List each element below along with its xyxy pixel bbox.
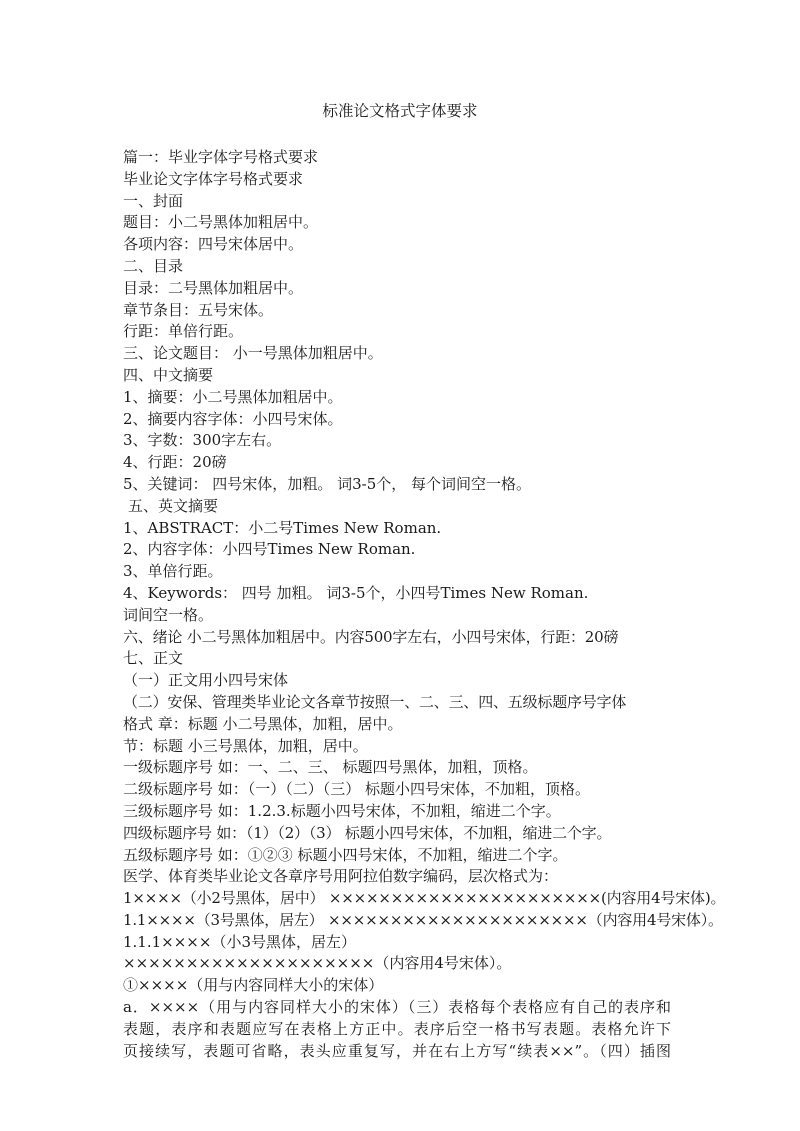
text-line: 篇一：毕业字体字号格式要求 — [123, 148, 319, 166]
text-line: ××××××××××××××××××××（内容用4号宋体）。 — [123, 954, 512, 973]
text-line: 4、行距：20磅 — [123, 453, 227, 472]
text-line: 页接续写，表题可省略，表头应重复写，并在右上方写“续表××”。（四）插图 — [123, 1041, 671, 1060]
text-line: 3、字数：300字左右。 — [123, 431, 282, 450]
text-line: 词间空一格。 — [123, 605, 214, 624]
text-line: 五、英文摘要 — [128, 496, 219, 515]
text-line: 4、Keywords： 四号 加粗。 词3-5个，小四号Times New Roman. — [123, 583, 589, 602]
text-line: 1.1.1××××（小3号黑体，居左） — [123, 932, 356, 951]
text-line: 5、关键词： 四号宋体，加粗。 词3-5个， 每个词间空一格。 — [123, 474, 532, 493]
text-line: 六、绪论 小二号黑体加粗居中。内容500字左右，小四号宋体，行距：20磅 — [123, 627, 619, 646]
text-line: 格式 章：标题 小二号黑体，加粗，居中。 — [123, 714, 403, 733]
text-line: 1.1××××（3号黑体，居左） ×××××××××××××××××××××（内容用4号宋体）。 — [123, 910, 723, 929]
text-line: 一级标题序号 如：一、二、三、 标题四号黑体，加粗，顶格。 — [123, 758, 538, 777]
text-line: 五级标题序号 如：①②③ 标题小四号宋体，不加粗，缩进二个字。 — [123, 845, 568, 864]
text-line: 目录：二号黑体加粗居中。 — [123, 278, 304, 297]
text-line: 四级标题序号 如：（1）（2）（3） 标题小四号宋体，不加粗，缩进二个字。 — [123, 823, 612, 842]
text-line: 二、目录 — [123, 256, 184, 275]
text-line: 表题，表序和表题应写在表格上方正中。表序后空一格书写表题。表格允许下 — [123, 1019, 671, 1038]
text-line: 二级标题序号 如：（一）（二）（三） 标题小四号宋体，不加粗，顶格。 — [123, 780, 591, 799]
text-line: （二）安保、管理类毕业论文各章节按照一、二、三、四、五级标题序号字体 — [123, 692, 627, 711]
text-line: 1、摘要：小二号黑体加粗居中。 — [123, 387, 343, 406]
text-line: 2、内容字体：小四号Times New Roman. — [123, 540, 416, 559]
text-line: 章节条目：五号宋体。 — [123, 300, 274, 319]
document-body — [123, 147, 726, 1062]
text-line: （一）正文用小四号宋体 — [123, 671, 289, 690]
text-line: 1、ABSTRACT：小二号Times New Roman. — [123, 518, 442, 537]
text-line: 节：标题 小三号黑体，加粗，居中。 — [123, 736, 368, 755]
text-line: 七、正文 — [123, 649, 184, 668]
text-line: 医学、体育类毕业论文各章序号用阿拉伯数字编码，层次格式为： — [123, 867, 559, 886]
text-line: 1××××（小2号黑体，居中） ××××××××××××××××××××××(内容用4号宋体)。 — [123, 889, 726, 908]
text-line: 三、论文题目： 小一号黑体加粗居中。 — [123, 344, 383, 363]
text-line: 各项内容：四号宋体居中。 — [123, 235, 304, 254]
text-line: 四、中文摘要 — [123, 365, 214, 384]
text-line: ①××××（用与内容同样大小的宋体） — [123, 976, 384, 995]
text-line: a．××××（用与内容同样大小的宋体）（三）表格每个表格应有自己的表序和 — [123, 998, 671, 1017]
text-line: 2、摘要内容字体：小四号宋体。 — [123, 409, 343, 428]
document-title: 标准论文格式字体要求 — [322, 102, 478, 120]
text-line: 3、单倍行距。 — [123, 562, 223, 581]
text-line: 题目：小二号黑体加粗居中。 — [123, 213, 319, 232]
text-line: 一、封面 — [123, 191, 184, 210]
text-line: 行距：单倍行距。 — [123, 322, 244, 341]
text-line: 三级标题序号 如：1.2.3.标题小四号宋体，不加粗，缩进二个字。 — [123, 801, 561, 820]
text-line: 毕业论文字体字号格式要求 — [123, 169, 304, 188]
